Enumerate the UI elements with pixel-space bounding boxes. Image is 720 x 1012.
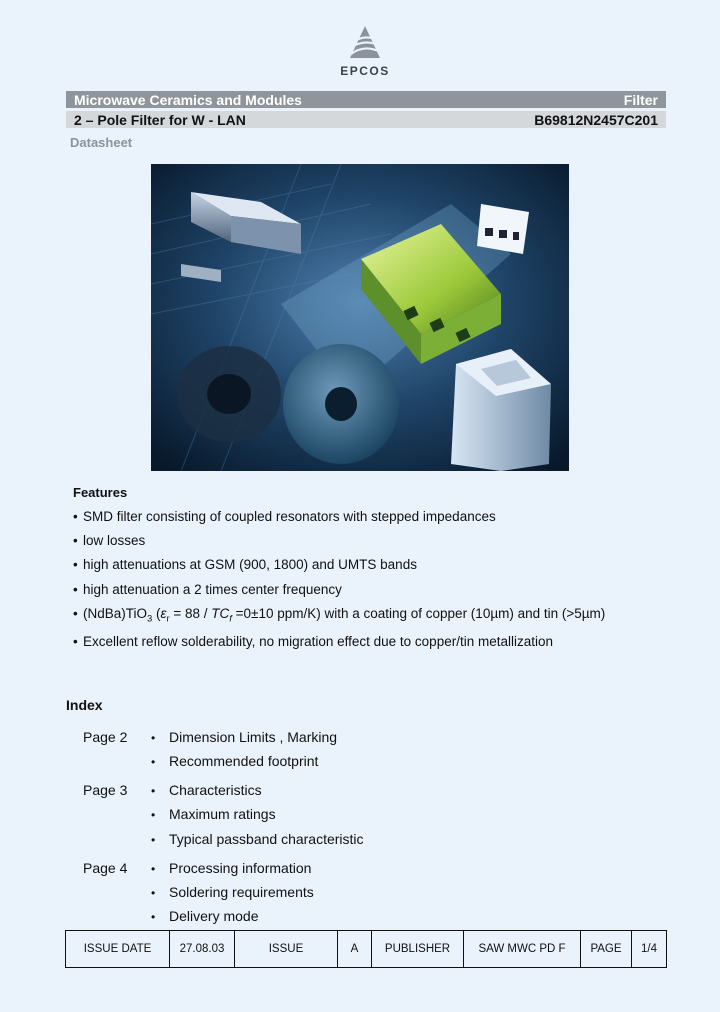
index-bullet: • xyxy=(151,886,156,900)
index-bullet: • xyxy=(151,833,156,847)
index-bullet: • xyxy=(151,862,156,876)
index-page-label: Page 2 xyxy=(83,729,128,745)
index-bullet: • xyxy=(151,910,156,924)
product-photo xyxy=(151,164,569,471)
issue-value: A xyxy=(338,931,372,968)
index-item: Characteristics xyxy=(169,782,262,798)
features-heading: Features xyxy=(73,485,128,500)
publisher-value: SAW MWC PD F xyxy=(464,931,581,968)
publisher-label: PUBLISHER xyxy=(372,931,464,968)
epcos-pyramid-logo-icon xyxy=(346,24,384,60)
product-title: 2 – Pole Filter for W - LAN xyxy=(74,111,246,128)
index-heading: Index xyxy=(66,697,103,713)
index-item: Processing information xyxy=(169,860,312,876)
page-label: PAGE xyxy=(581,931,632,968)
epcos-logo xyxy=(330,24,400,80)
category-title: Microwave Ceramics and Modules xyxy=(74,91,302,108)
part-number: B69812N2457C201 xyxy=(534,111,658,128)
page-number: 1/4 xyxy=(632,931,667,968)
logo-text: EPCOS xyxy=(340,64,390,78)
index-page-label: Page 4 xyxy=(83,860,128,876)
feature-item: • SMD filter consisting of coupled resonators with stepped impedances xyxy=(73,509,496,524)
feature-item: • high attenuation a 2 times center frequency xyxy=(73,582,342,597)
issue-date-value: 27.08.03 xyxy=(170,931,235,968)
feature-item: • low losses xyxy=(73,533,146,548)
index-item: Typical passband characteristic xyxy=(169,831,364,847)
feature-item: • Excellent reflow solderability, no migration effect due to copper/tin metallization xyxy=(73,634,553,649)
category-bar xyxy=(66,91,666,108)
issue-footer-table xyxy=(65,930,667,968)
index-page-label: Page 3 xyxy=(83,782,128,798)
index-bullet: • xyxy=(151,784,156,798)
index-item: Maximum ratings xyxy=(169,806,276,822)
index-item: Delivery mode xyxy=(169,908,259,924)
product-type: Filter xyxy=(623,91,658,108)
index-item: Recommended footprint xyxy=(169,753,319,769)
product-bar xyxy=(66,111,666,128)
issue-date-label: ISSUE DATE xyxy=(66,931,170,968)
feature-item-material: • (NdBa)TiO$_3$ ($\varepsilon_r = 88 / TC_f =0\pm 10$ ppm/K) with a coating of copper (10µm) and tin (>5µm) xyxy=(73,606,606,625)
doc-type-label: Datasheet xyxy=(70,135,133,150)
index-bullet: • xyxy=(151,755,156,769)
index-item: Soldering requirements xyxy=(169,884,314,900)
feature-item: • high attenuations at GSM (900, 1800) and UMTS bands xyxy=(73,557,417,572)
index-item: Dimension Limits , Marking xyxy=(169,729,338,745)
issue-label: ISSUE xyxy=(235,931,338,968)
index-bullet: • xyxy=(151,731,156,745)
index-bullet: • xyxy=(151,808,156,822)
